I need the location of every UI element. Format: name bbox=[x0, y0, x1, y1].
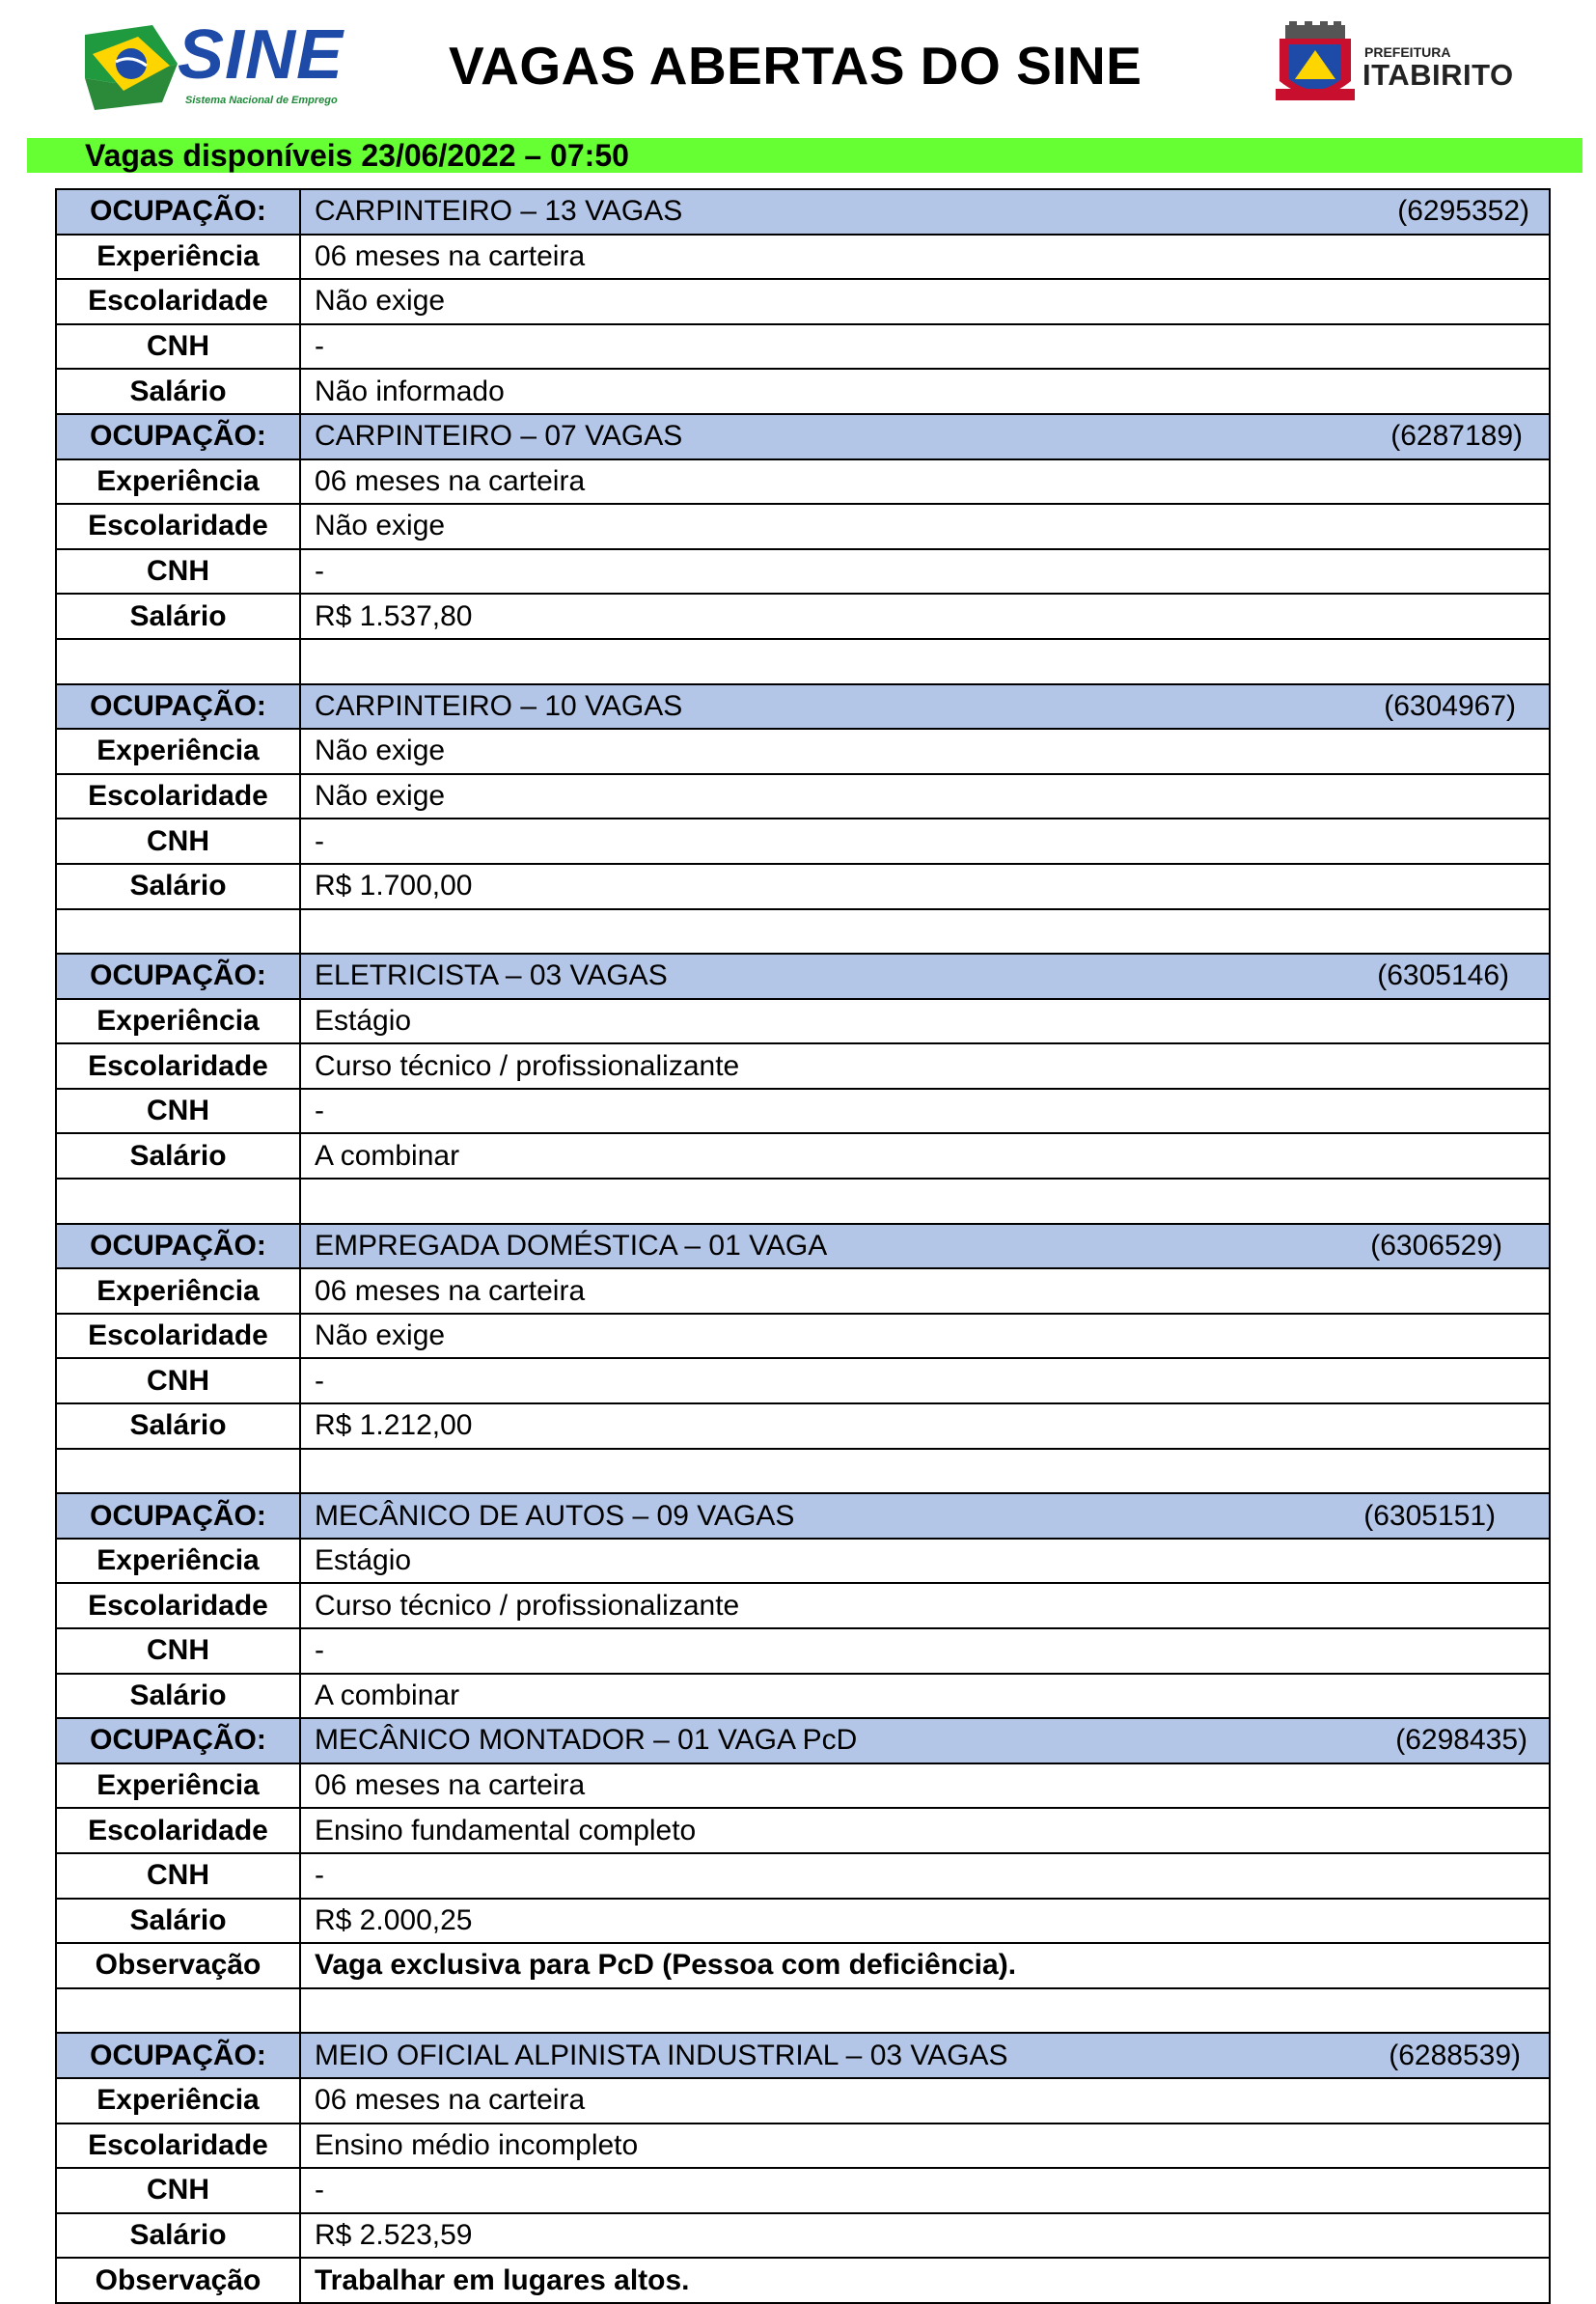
job-salary-value: R$ 1.537,80 bbox=[300, 594, 1550, 639]
job-observation-label: Observação bbox=[56, 2258, 300, 2303]
occupation-value bbox=[300, 2033, 1550, 2078]
job-experience-row bbox=[56, 729, 1550, 774]
job-experience-value: 06 meses na carteira bbox=[300, 235, 1550, 280]
job-education-value: Não exige bbox=[300, 1314, 1550, 1359]
job-experience-label: Experiência bbox=[56, 1539, 300, 1584]
job-observation-value: Vaga exclusiva para PcD (Pessoa com deficiência). bbox=[300, 1943, 1550, 1988]
page-title: VAGAS ABERTAS DO SINE bbox=[449, 36, 1142, 96]
spacer-row bbox=[56, 1179, 1550, 1224]
job-experience-row bbox=[56, 1539, 1550, 1584]
spacer-cell bbox=[56, 1179, 300, 1224]
job-license-value: - bbox=[300, 324, 1550, 370]
occupation-label: OCUPAÇÃO: bbox=[56, 1718, 300, 1763]
job-license-row bbox=[56, 549, 1550, 595]
occupation-row bbox=[56, 1224, 1550, 1269]
job-salary-value: R$ 1.212,00 bbox=[300, 1403, 1550, 1449]
job-salary-label: Salário bbox=[56, 1403, 300, 1449]
job-salary-row bbox=[56, 1403, 1550, 1449]
job-salary-label: Salário bbox=[56, 1133, 300, 1179]
job-license-label: CNH bbox=[56, 1089, 300, 1134]
occupation-value bbox=[300, 189, 1550, 235]
spacer-row bbox=[56, 1988, 1550, 2034]
occupation-row bbox=[56, 1493, 1550, 1539]
spacer-cell bbox=[56, 1988, 300, 2034]
occupation-label: OCUPAÇÃO: bbox=[56, 1224, 300, 1269]
occupation-label: OCUPAÇÃO: bbox=[56, 189, 300, 235]
spacer-row bbox=[56, 639, 1550, 684]
job-experience-value: Estágio bbox=[300, 999, 1550, 1044]
job-education-label: Escolaridade bbox=[56, 774, 300, 819]
date-text: Vagas disponíveis 23/06/2022 – 07:50 bbox=[85, 138, 629, 173]
city-name: ITABIRITO bbox=[1362, 58, 1514, 92]
job-code: (6304967) bbox=[1384, 689, 1516, 722]
job-license-value: - bbox=[300, 819, 1550, 864]
job-education-value: Ensino fundamental completo bbox=[300, 1808, 1550, 1853]
job-title: EMPREGADA DOMÉSTICA – 01 VAGA bbox=[315, 1229, 828, 1262]
job-salary-row bbox=[56, 1133, 1550, 1179]
job-experience-row bbox=[56, 999, 1550, 1044]
job-license-value: - bbox=[300, 2168, 1550, 2213]
job-education-row bbox=[56, 1043, 1550, 1089]
job-title: MECÂNICO DE AUTOS – 09 VAGAS bbox=[315, 1499, 795, 1532]
occupation-row bbox=[56, 684, 1550, 730]
job-experience-label: Experiência bbox=[56, 1763, 300, 1809]
job-salary-label: Salário bbox=[56, 2213, 300, 2259]
sine-logo bbox=[85, 16, 355, 112]
sine-logo-text: SINE bbox=[178, 16, 344, 94]
job-code: (6305146) bbox=[1377, 959, 1509, 992]
spacer-cell bbox=[300, 639, 1550, 684]
job-education-value: Ensino médio incompleto bbox=[300, 2124, 1550, 2169]
spacer-row bbox=[56, 1449, 1550, 1494]
job-experience-value: Não exige bbox=[300, 729, 1550, 774]
date-bar bbox=[27, 138, 1582, 173]
job-license-row bbox=[56, 1853, 1550, 1899]
job-license-row bbox=[56, 324, 1550, 370]
job-salary-value: Não informado bbox=[300, 369, 1550, 414]
spacer-cell bbox=[300, 1179, 1550, 1224]
job-experience-row bbox=[56, 459, 1550, 505]
job-experience-label: Experiência bbox=[56, 235, 300, 280]
job-license-label: CNH bbox=[56, 1853, 300, 1899]
job-education-label: Escolaridade bbox=[56, 1583, 300, 1628]
job-salary-row bbox=[56, 1674, 1550, 1719]
occupation-value bbox=[300, 1493, 1550, 1539]
job-observation-value: Trabalhar em lugares altos. bbox=[300, 2258, 1550, 2303]
job-license-row bbox=[56, 819, 1550, 864]
occupation-label: OCUPAÇÃO: bbox=[56, 414, 300, 459]
job-license-value: - bbox=[300, 1358, 1550, 1403]
occupation-value bbox=[300, 414, 1550, 459]
job-title: CARPINTEIRO – 10 VAGAS bbox=[315, 689, 683, 722]
job-experience-value: 06 meses na carteira bbox=[300, 1268, 1550, 1314]
occupation-label: OCUPAÇÃO: bbox=[56, 684, 300, 730]
spacer-cell bbox=[300, 1988, 1550, 2034]
job-experience-row bbox=[56, 1763, 1550, 1809]
job-education-value: Não exige bbox=[300, 504, 1550, 549]
jobs-table bbox=[55, 188, 1551, 2304]
job-code: (6305151) bbox=[1363, 1499, 1496, 1532]
occupation-row bbox=[56, 954, 1550, 999]
job-experience-label: Experiência bbox=[56, 1268, 300, 1314]
job-observation-row bbox=[56, 2258, 1550, 2303]
job-license-label: CNH bbox=[56, 2168, 300, 2213]
job-education-row bbox=[56, 504, 1550, 549]
occupation-value bbox=[300, 954, 1550, 999]
job-experience-value: 06 meses na carteira bbox=[300, 1763, 1550, 1809]
job-experience-label: Experiência bbox=[56, 2078, 300, 2124]
job-code: (6288539) bbox=[1389, 2039, 1521, 2071]
spacer-cell bbox=[56, 909, 300, 955]
job-salary-label: Salário bbox=[56, 369, 300, 414]
sine-logo-subtitle: Sistema Nacional de Emprego bbox=[185, 95, 338, 106]
job-license-label: CNH bbox=[56, 324, 300, 370]
job-salary-label: Salário bbox=[56, 864, 300, 909]
job-education-value: Não exige bbox=[300, 279, 1550, 324]
job-experience-value: 06 meses na carteira bbox=[300, 2078, 1550, 2124]
job-salary-label: Salário bbox=[56, 1674, 300, 1719]
job-license-label: CNH bbox=[56, 1628, 300, 1674]
job-education-label: Escolaridade bbox=[56, 1043, 300, 1089]
job-experience-value: 06 meses na carteira bbox=[300, 459, 1550, 505]
job-license-row bbox=[56, 2168, 1550, 2213]
job-experience-value: Estágio bbox=[300, 1539, 1550, 1584]
job-education-row bbox=[56, 1808, 1550, 1853]
spacer-cell bbox=[56, 639, 300, 684]
occupation-value bbox=[300, 1718, 1550, 1763]
job-license-row bbox=[56, 1358, 1550, 1403]
job-code: (6287189) bbox=[1390, 420, 1523, 453]
job-salary-label: Salário bbox=[56, 594, 300, 639]
job-license-label: CNH bbox=[56, 1358, 300, 1403]
job-license-value: - bbox=[300, 1628, 1550, 1674]
prefeitura-label: PREFEITURA bbox=[1364, 44, 1451, 60]
job-title: CARPINTEIRO – 07 VAGAS bbox=[315, 420, 683, 453]
job-license-row bbox=[56, 1628, 1550, 1674]
job-title: MECÂNICO MONTADOR – 01 VAGA PcD bbox=[315, 1724, 858, 1757]
job-education-label: Escolaridade bbox=[56, 279, 300, 324]
job-education-value: Curso técnico / profissionalizante bbox=[300, 1043, 1550, 1089]
job-education-value: Não exige bbox=[300, 774, 1550, 819]
job-experience-row bbox=[56, 2078, 1550, 2124]
job-salary-row bbox=[56, 594, 1550, 639]
job-salary-value: A combinar bbox=[300, 1674, 1550, 1719]
job-education-label: Escolaridade bbox=[56, 1808, 300, 1853]
job-salary-value: R$ 1.700,00 bbox=[300, 864, 1550, 909]
occupation-row bbox=[56, 414, 1550, 459]
spacer-row bbox=[56, 909, 1550, 955]
job-education-label: Escolaridade bbox=[56, 504, 300, 549]
job-title: MEIO OFICIAL ALPINISTA INDUSTRIAL – 03 VAGAS bbox=[315, 2039, 1008, 2071]
job-salary-row bbox=[56, 1899, 1550, 1944]
job-salary-value: A combinar bbox=[300, 1133, 1550, 1179]
job-experience-label: Experiência bbox=[56, 459, 300, 505]
city-coat-of-arms-icon bbox=[1276, 21, 1355, 110]
job-salary-value: R$ 2.523,59 bbox=[300, 2213, 1550, 2259]
job-education-label: Escolaridade bbox=[56, 1314, 300, 1359]
job-education-row bbox=[56, 1314, 1550, 1359]
job-observation-row bbox=[56, 1943, 1550, 1988]
prefeitura-logo bbox=[1276, 21, 1517, 110]
job-license-row bbox=[56, 1089, 1550, 1134]
job-experience-row bbox=[56, 1268, 1550, 1314]
occupation-label: OCUPAÇÃO: bbox=[56, 954, 300, 999]
job-title: ELETRICISTA – 03 VAGAS bbox=[315, 959, 668, 992]
job-education-row bbox=[56, 1583, 1550, 1628]
job-experience-label: Experiência bbox=[56, 999, 300, 1044]
spacer-cell bbox=[300, 1449, 1550, 1494]
occupation-row bbox=[56, 1718, 1550, 1763]
spacer-cell bbox=[56, 1449, 300, 1494]
job-education-value: Curso técnico / profissionalizante bbox=[300, 1583, 1550, 1628]
occupation-row bbox=[56, 189, 1550, 235]
job-title: CARPINTEIRO – 13 VAGAS bbox=[315, 195, 683, 228]
job-education-label: Escolaridade bbox=[56, 2124, 300, 2169]
job-license-label: CNH bbox=[56, 549, 300, 595]
occupation-value bbox=[300, 684, 1550, 730]
job-salary-row bbox=[56, 2213, 1550, 2259]
job-code: (6295352) bbox=[1397, 195, 1529, 228]
occupation-label: OCUPAÇÃO: bbox=[56, 1493, 300, 1539]
job-education-row bbox=[56, 2124, 1550, 2169]
page-header bbox=[0, 0, 1596, 130]
occupation-label: OCUPAÇÃO: bbox=[56, 2033, 300, 2078]
job-salary-value: R$ 2.000,25 bbox=[300, 1899, 1550, 1944]
spacer-cell bbox=[300, 909, 1550, 955]
job-license-value: - bbox=[300, 549, 1550, 595]
job-license-value: - bbox=[300, 1853, 1550, 1899]
job-code: (6298435) bbox=[1395, 1724, 1527, 1757]
job-education-row bbox=[56, 774, 1550, 819]
job-salary-row bbox=[56, 369, 1550, 414]
job-salary-label: Salário bbox=[56, 1899, 300, 1944]
job-license-label: CNH bbox=[56, 819, 300, 864]
job-salary-row bbox=[56, 864, 1550, 909]
job-experience-row bbox=[56, 235, 1550, 280]
occupation-row bbox=[56, 2033, 1550, 2078]
job-experience-label: Experiência bbox=[56, 729, 300, 774]
job-code: (6306529) bbox=[1370, 1229, 1502, 1262]
job-license-value: - bbox=[300, 1089, 1550, 1134]
occupation-value bbox=[300, 1224, 1550, 1269]
job-observation-label: Observação bbox=[56, 1943, 300, 1988]
brazil-flag-icon bbox=[85, 25, 178, 112]
job-education-row bbox=[56, 279, 1550, 324]
